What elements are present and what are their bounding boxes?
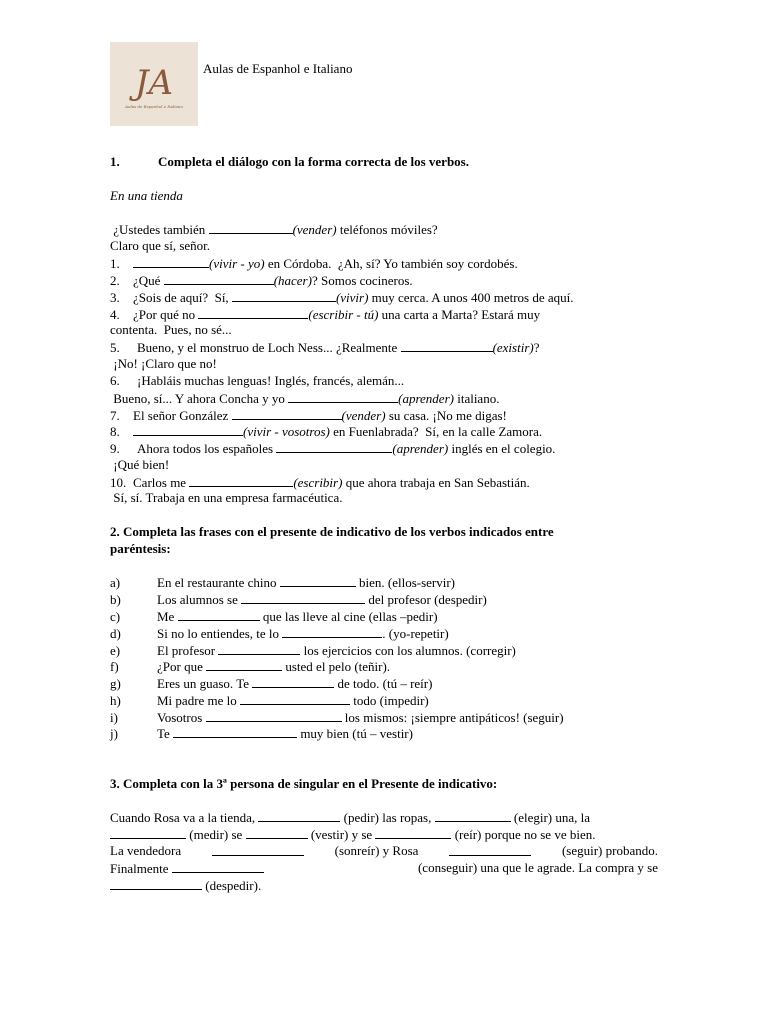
dialog-text: ¿Qué <box>133 273 164 288</box>
paragraph-line-5 <box>110 877 261 893</box>
item-letter: d) <box>110 626 121 641</box>
dialog-intro-1 <box>110 221 438 237</box>
paragraph-segment <box>110 809 590 825</box>
dialog-text: italiano. <box>453 391 500 406</box>
dialog-text: El señor González <box>133 408 232 423</box>
exercise-text: todo (impedir) <box>350 693 429 708</box>
exercise-text: bien. (ellos-servir) <box>355 575 456 590</box>
exercise-text: Mi padre me lo <box>157 693 241 708</box>
dialog-line-9 <box>110 440 555 456</box>
dialog-text: Ahora todos los españoles <box>137 441 277 456</box>
blank-line <box>173 725 297 738</box>
exercise-text: . (yo-repetir) <box>382 626 449 641</box>
exercise-f <box>110 658 390 674</box>
item-letter: b) <box>110 592 121 607</box>
blank-line <box>110 826 186 839</box>
dialog-line-6 <box>110 373 404 388</box>
item-letter: h) <box>110 693 121 708</box>
header-title: Aulas de Espanhol e Italiano <box>203 61 353 76</box>
dialog-line-5b: ¡No! ¡Claro que no! <box>110 356 217 371</box>
item-letter: i) <box>110 710 118 725</box>
blank-line <box>276 440 392 453</box>
exercise-text: Eres un guaso. Te <box>157 676 253 691</box>
exercise-g <box>110 675 432 691</box>
blank-line <box>232 289 336 302</box>
paragraph-line-3 <box>110 843 658 858</box>
exercise-b <box>110 591 487 607</box>
blank-line <box>258 809 340 822</box>
exercise-h <box>110 692 429 708</box>
blank-line <box>246 826 308 839</box>
paragraph-segment <box>110 826 595 842</box>
dialog-line-10b: Sí, sí. Trabaja en una empresa farmacéutica. <box>110 490 343 505</box>
item-number: 10. <box>110 475 127 490</box>
verb-hint: (hacer) <box>273 273 312 288</box>
blank-line <box>189 474 293 487</box>
paragraph-text: (conseguir) una que le agrade. La compra y se <box>417 860 658 875</box>
dialog-text: teléfonos móviles? <box>336 222 438 237</box>
blank-line <box>178 608 260 621</box>
blank-line <box>241 591 365 604</box>
verb-hint: (existir) <box>492 340 534 355</box>
section1-number: 1. <box>110 154 120 169</box>
item-letter: e) <box>110 643 121 658</box>
dialog-line-8 <box>110 423 542 439</box>
blank-line <box>212 843 304 856</box>
exercise-i <box>110 709 564 725</box>
item-letter: c) <box>110 609 121 624</box>
dialog-text: ¡Habláis muchas lenguas! Inglés, francés, alemán... <box>137 373 405 388</box>
item-number: 8. <box>110 424 120 439</box>
blank-line <box>240 692 350 705</box>
blank-line <box>435 809 511 822</box>
blank-line <box>198 306 308 319</box>
paragraph-text: (medir) se <box>186 827 246 842</box>
item-number: 4. <box>110 307 120 322</box>
logo-monogram-icon <box>110 42 198 126</box>
dialog-text: en Córdoba. ¿Ah, sí? Yo también soy cordobés. <box>264 256 518 271</box>
exercise-a <box>110 574 455 590</box>
exercise-text: Me <box>157 609 178 624</box>
blank-line <box>133 423 243 436</box>
exercise-e <box>110 642 516 658</box>
exercise-text: los ejercicios con los alumnos. (corregir) <box>300 643 516 658</box>
dialog-text: muy cerca. A unos 400 metros de aquí. <box>368 290 574 305</box>
paragraph-text: (elegir) una, la <box>510 810 591 825</box>
blank-line <box>282 625 382 638</box>
blank-line <box>280 574 356 587</box>
paragraph-text: (sonreír) y Rosa <box>331 843 422 858</box>
exercise-text: Si no lo entiendes, te lo <box>157 626 283 641</box>
item-number: 9. <box>110 441 120 456</box>
section2-title-line1 <box>110 524 658 539</box>
exercise-text: Te <box>157 726 174 741</box>
item-number: 6. <box>110 373 120 388</box>
item-letter: j) <box>110 726 118 741</box>
dialog-text: en Fuenlabrada? Sí, en la calle Zamora. <box>329 424 543 439</box>
verb-hint: (vivir) <box>335 290 369 305</box>
dialog-text: que ahora trabaja en San Sebastián. <box>342 475 530 490</box>
dialog-text: ¿Sois de aquí? Sí, <box>133 290 232 305</box>
exercise-text: El profesor <box>157 643 219 658</box>
dialog-text: ¿Ustedes también <box>110 222 209 237</box>
paragraph-text: (pedir) las ropas, <box>340 810 435 825</box>
verb-hint: (aprender) <box>398 391 454 406</box>
exercise-text: de todo. (tú – reír) <box>334 676 433 691</box>
paragraph-text: (reír) porque no se ve bien. <box>451 827 596 842</box>
dialog-intro-2: Claro que sí, señor. <box>110 238 211 253</box>
paragraph-text: Cuando Rosa va a la tienda, <box>110 810 259 825</box>
dialog-line-6b <box>110 390 499 406</box>
dialog-line-9b: ¡Qué bien! <box>110 457 170 472</box>
dialog-text: Bueno, y el monstruo de Loch Ness... ¿Realmente <box>137 340 401 355</box>
verb-hint: (escribir - tú) <box>308 307 379 322</box>
blank-line <box>232 407 342 420</box>
item-number: 7. <box>110 408 120 423</box>
verb-hint: (vender) <box>341 408 386 423</box>
paragraph-segment <box>110 860 264 876</box>
blank-line <box>449 843 531 856</box>
dialog-text: una carta a Marta? Estará muy <box>378 307 541 322</box>
blank-line <box>172 860 264 873</box>
item-letter: f) <box>110 659 119 674</box>
exercise-text: Vosotros <box>157 710 206 725</box>
item-letter: a) <box>110 575 121 590</box>
dialog-text: su casa. ¡No me digas! <box>385 408 507 423</box>
blank-line <box>164 272 274 285</box>
verb-hint: (vivir - yo) <box>209 256 265 271</box>
verb-hint: (vender) <box>292 222 337 237</box>
blank-line <box>110 877 202 890</box>
paragraph-line-1 <box>110 809 658 825</box>
section1-subtitle: En una tienda <box>110 188 183 203</box>
dialog-line-3 <box>110 289 574 305</box>
logo-mark: JA <box>134 63 174 103</box>
blank-line <box>375 826 451 839</box>
paragraph-text: (vestir) y se <box>307 827 376 842</box>
dialog-line-10 <box>110 474 530 490</box>
paragraph-text: (seguir) probando. <box>558 843 658 858</box>
verb-hint: (vivir - vosotros) <box>243 424 330 439</box>
exercise-text: Los alumnos se <box>157 592 242 607</box>
verb-hint: (aprender) <box>392 441 449 456</box>
school-logo <box>110 42 198 126</box>
blank-line <box>401 339 493 352</box>
dialog-line-2 <box>110 272 413 288</box>
dialog-line-1 <box>110 255 518 271</box>
item-number: 3. <box>110 290 120 305</box>
dialog-line-7 <box>110 407 507 423</box>
paragraph-line-4 <box>110 860 658 876</box>
logo-subtext: Aulas de Espanhol e Italiano <box>125 104 183 109</box>
paragraph-text: Finalmente <box>110 861 172 876</box>
dialog-text: ? Somos cocineros. <box>311 273 413 288</box>
dialog-text: inglés en el colegio. <box>448 441 556 456</box>
blank-line <box>206 709 342 722</box>
dialog-text: ? <box>533 340 540 355</box>
item-number: 1. <box>110 256 120 271</box>
dialog-line-5 <box>110 339 540 355</box>
section2-title-line2: paréntesis: <box>110 541 171 556</box>
exercise-text: muy bien (tú – vestir) <box>297 726 413 741</box>
verb-hint: (escribir) <box>293 475 343 490</box>
dialog-line-4 <box>110 306 540 322</box>
paragraph-text: (despedir). <box>202 878 262 893</box>
exercise-j <box>110 725 413 741</box>
dialog-text: Bueno, sí... Y ahora Concha y yo <box>110 391 289 406</box>
blank-line <box>252 675 334 688</box>
exercise-text: En el restaurante chino <box>157 575 280 590</box>
exercise-text: ¿Por que <box>157 659 207 674</box>
exercise-d <box>110 625 449 641</box>
item-number: 2. <box>110 273 120 288</box>
blank-line <box>288 390 398 403</box>
exercise-text: usted el pelo (teñir). <box>282 659 391 674</box>
blank-line <box>209 221 293 234</box>
section1-title: Completa el diálogo con la forma correcta de los verbos. <box>158 154 469 169</box>
exercise-text: del profesor (despedir) <box>365 592 487 607</box>
section1-heading <box>110 154 469 169</box>
exercise-c <box>110 608 438 624</box>
dialog-line-4b: contenta. Pues, no sé... <box>110 322 232 337</box>
blank-line <box>133 255 209 268</box>
section2-title: 2. Completa las frases con el presente de indicativo de los verbos indicados entre <box>110 524 554 539</box>
dialog-text: ¿Por qué no <box>133 307 199 322</box>
item-number: 5. <box>110 340 120 355</box>
blank-line <box>206 658 282 671</box>
item-letter: g) <box>110 676 121 691</box>
dialog-text: Carlos me <box>133 475 190 490</box>
paragraph-text: La vendedora <box>110 843 185 858</box>
exercise-text: que las lleve al cine (ellas –pedir) <box>259 609 438 624</box>
paragraph-line-2 <box>110 826 658 842</box>
exercise-text: los mismos: ¡siempre antipáticos! (seguir) <box>341 710 564 725</box>
section3-title: 3. Completa con la 3ª persona de singular en el Presente de indicativo: <box>110 776 498 791</box>
blank-line <box>218 642 300 655</box>
